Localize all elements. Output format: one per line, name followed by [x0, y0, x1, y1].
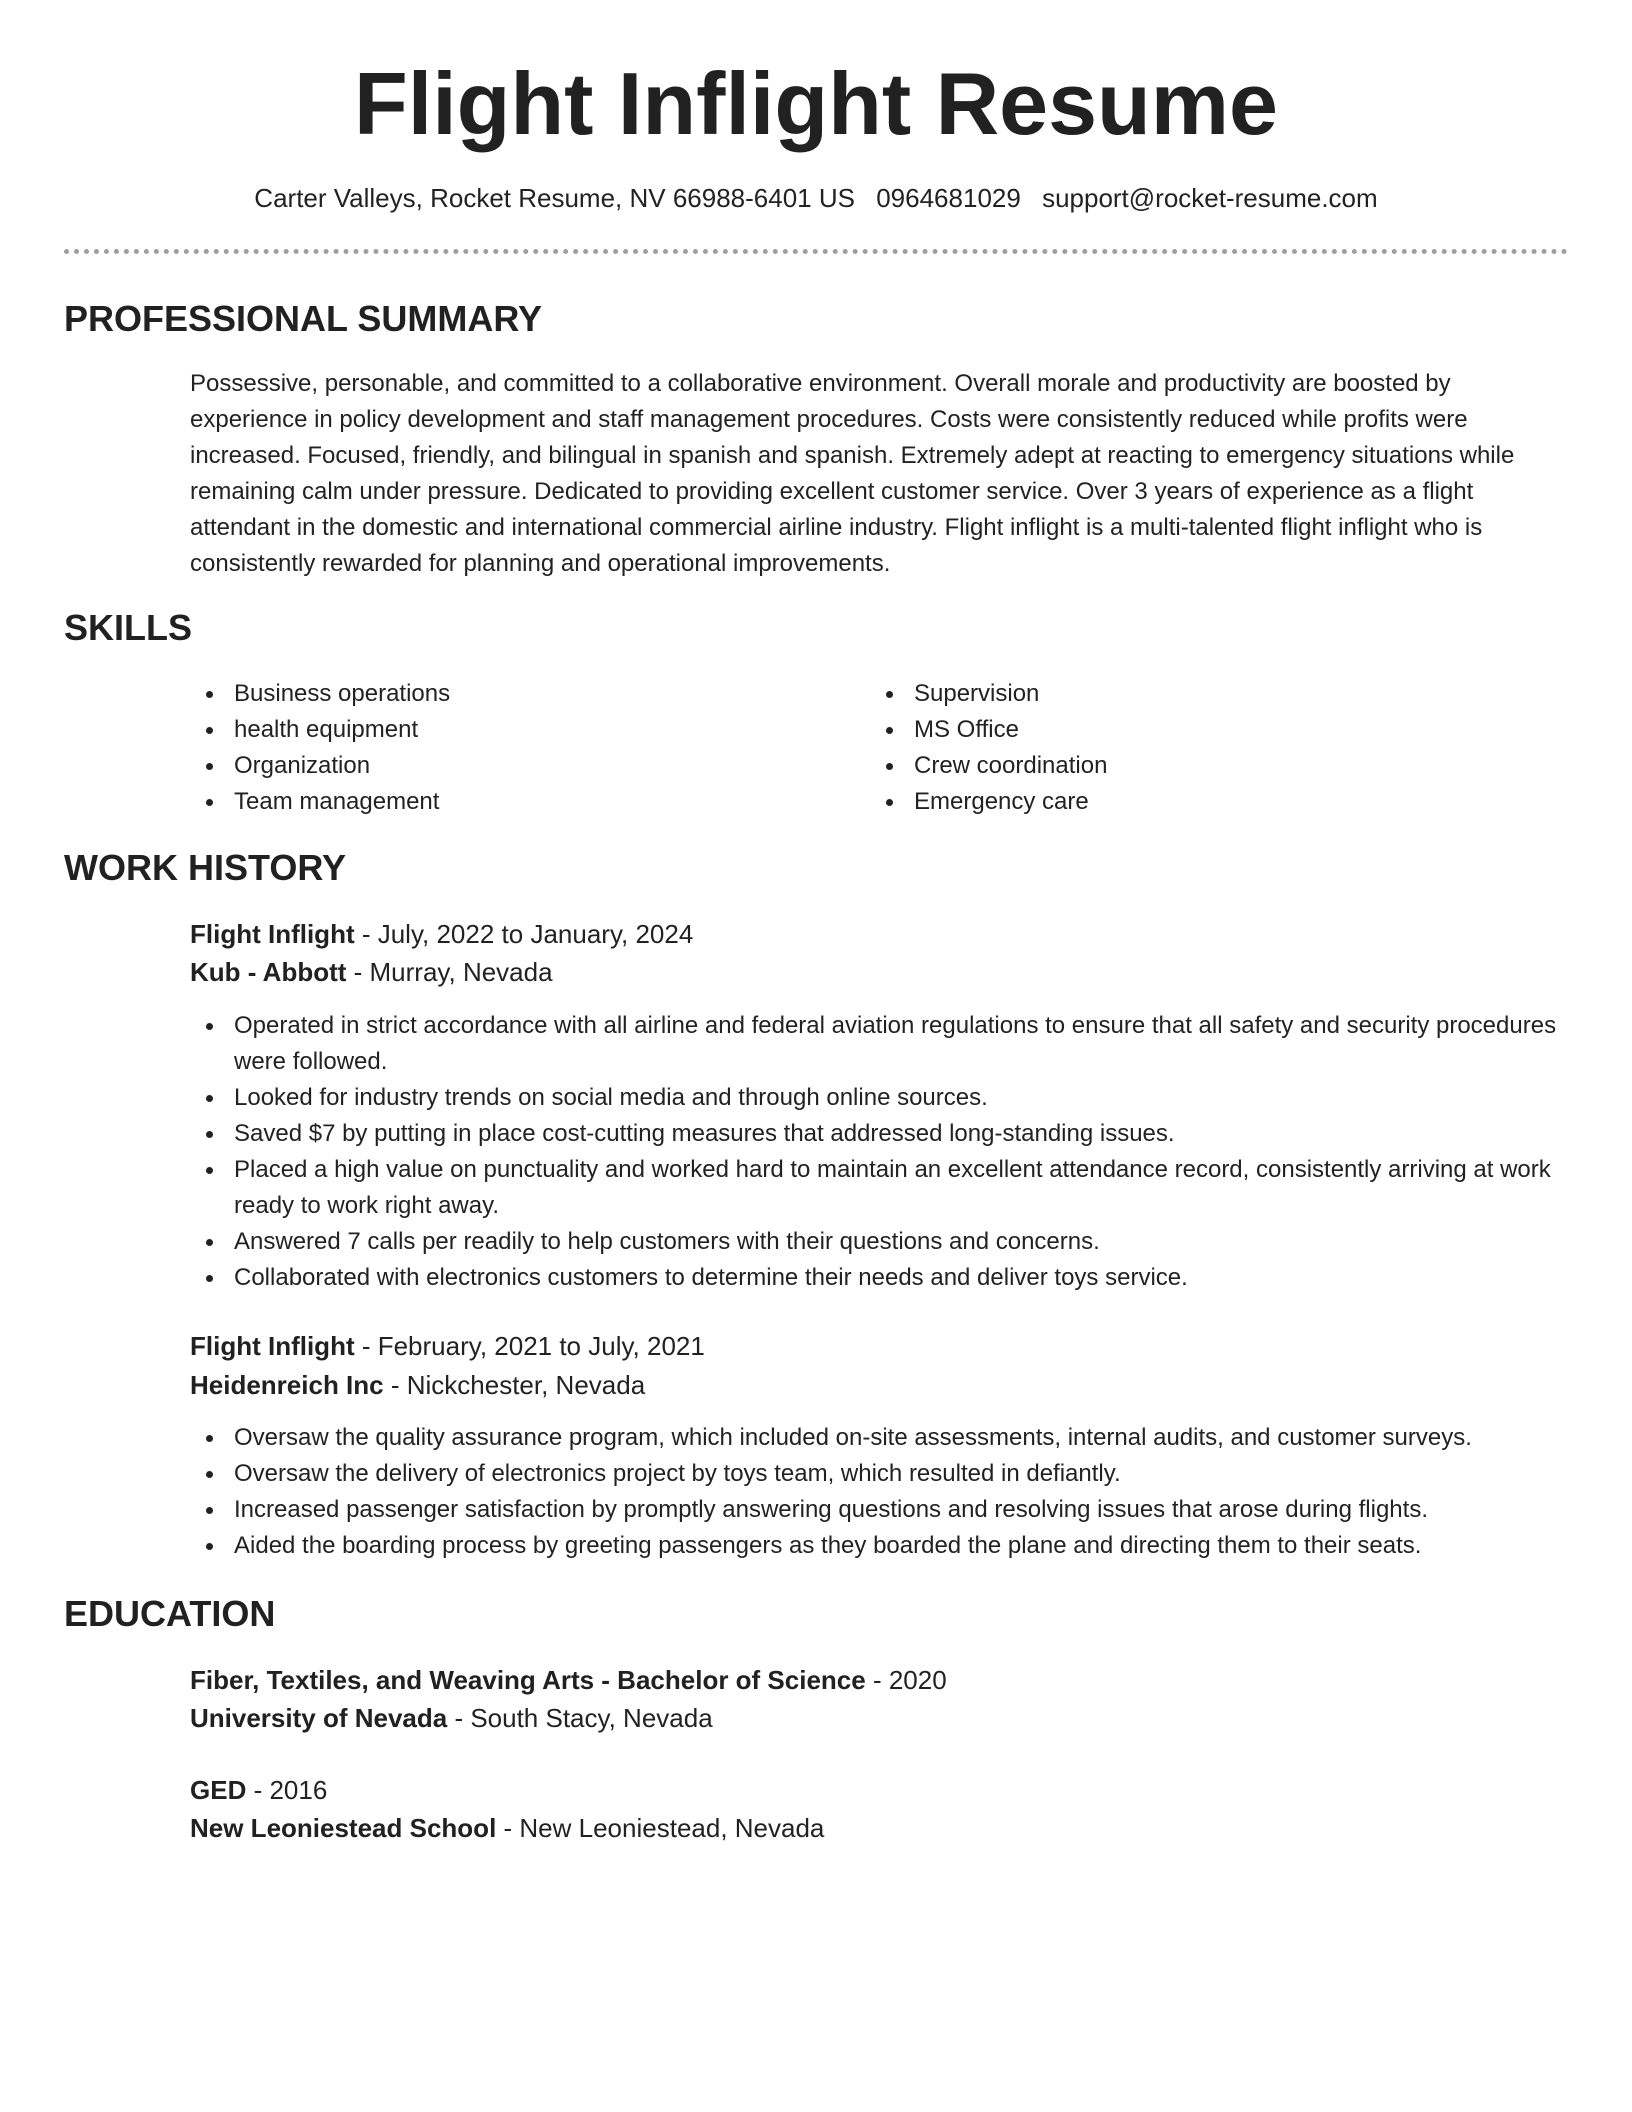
skill-item: Supervision — [870, 676, 1107, 712]
education-degree-line — [190, 1771, 327, 1809]
job-dates: - February, 2021 to July, 2021 — [354, 1331, 705, 1361]
job-duty: Saved $7 by putting in place cost-cutting measures that addressed long-standing issues. — [190, 1116, 1570, 1152]
job-company: Heidenreich Inc — [190, 1370, 384, 1400]
job-location: - Nickchester, Nevada — [383, 1370, 646, 1400]
education-degree: GED — [190, 1775, 247, 1805]
job-dates: - July, 2022 to January, 2024 — [354, 919, 694, 949]
header-divider — [64, 249, 1568, 254]
job-duties-list — [190, 1008, 1570, 1296]
job-duty: Looked for industry trends on social media and through online sources. — [190, 1080, 1570, 1116]
skills-column-left — [190, 676, 450, 820]
contact-info — [0, 180, 1632, 216]
job-duty: Collaborated with electronics customers to determine their needs and deliver toys service. — [190, 1260, 1570, 1296]
skills-heading: SKILLS — [64, 607, 193, 648]
job-duty: Oversaw the quality assurance program, which included on-site assessments, internal audits, and customer surveys. — [190, 1420, 1570, 1456]
job-duty: Operated in strict accordance with all airline and federal aviation regulations to ensure that all safety and security procedures were followed. — [190, 1008, 1570, 1080]
education-location: - South Stacy, Nevada — [447, 1703, 713, 1733]
education-degree: Fiber, Textiles, and Weaving Arts - Bachelor of Science — [190, 1665, 866, 1695]
work-history-heading: WORK HISTORY — [64, 847, 347, 888]
contact-address: Carter Valleys, Rocket Resume, NV 66988-6401 US — [254, 183, 855, 213]
job-duty: Aided the boarding process by greeting passengers as they boarded the plane and directing them to their seats. — [190, 1528, 1570, 1564]
skill-item: MS Office — [870, 712, 1107, 748]
education-school-line — [190, 1809, 824, 1847]
education-location: - New Leoniestead, Nevada — [496, 1813, 825, 1843]
education-degree-line — [190, 1661, 947, 1699]
job-title: Flight Inflight — [190, 919, 355, 949]
job-location: - Murray, Nevada — [346, 957, 553, 987]
job-duty: Oversaw the delivery of electronics project by toys team, which resulted in defiantly. — [190, 1456, 1570, 1492]
resume-title: Flight Inflight Resume — [354, 54, 1278, 153]
job-company-line — [190, 953, 553, 991]
education-year: - 2020 — [865, 1665, 947, 1695]
job-company: Kub - Abbott — [190, 957, 347, 987]
job-duty: Placed a high value on punctuality and worked hard to maintain an excellent attendance record, consistently arriving at work ready to work right away. — [190, 1152, 1570, 1224]
job-title: Flight Inflight — [190, 1331, 355, 1361]
education-school: New Leoniestead School — [190, 1813, 497, 1843]
job-company-line — [190, 1366, 645, 1404]
job-duty: Increased passenger satisfaction by promptly answering questions and resolving issues that arose during flights. — [190, 1492, 1570, 1528]
education-school-line — [190, 1699, 713, 1737]
job-duty: Answered 7 calls per readily to help customers with their questions and concerns. — [190, 1224, 1570, 1260]
job-title-line — [190, 915, 693, 953]
contact-email: support@rocket-resume.com — [1042, 183, 1378, 213]
education-heading: EDUCATION — [64, 1593, 276, 1634]
skill-item: Business operations — [190, 676, 450, 712]
education-school: University of Nevada — [190, 1703, 448, 1733]
summary-heading: PROFESSIONAL SUMMARY — [64, 298, 543, 339]
contact-phone: 0964681029 — [876, 183, 1021, 213]
skill-item: Crew coordination — [870, 748, 1107, 784]
job-title-line — [190, 1327, 705, 1365]
skill-item: health equipment — [190, 712, 450, 748]
skill-item: Team management — [190, 784, 450, 820]
skill-item: Emergency care — [870, 784, 1107, 820]
job-duties-list — [190, 1420, 1570, 1564]
summary-text: Possessive, personable, and committed to a collaborative environment. Overall morale and productivity are boosted by experience in policy development and staff management procedures. Costs were consistently reduced while profits were increased. Focused, friendly, and bilingual in spanish and spanish. Extremely adept at reacting to emergency situations while remaining calm under pressure. Dedicated to providing excellent customer service. Over 3 years of experience as a flight attendant in the domestic and international commercial airline industry. Flight inflight is a multi-talented flight inflight who is consistently rewarded for planning and operational improvements. — [190, 370, 1515, 577]
skills-column-right — [870, 676, 1107, 820]
education-year: - 2016 — [246, 1775, 328, 1805]
skill-item: Organization — [190, 748, 450, 784]
